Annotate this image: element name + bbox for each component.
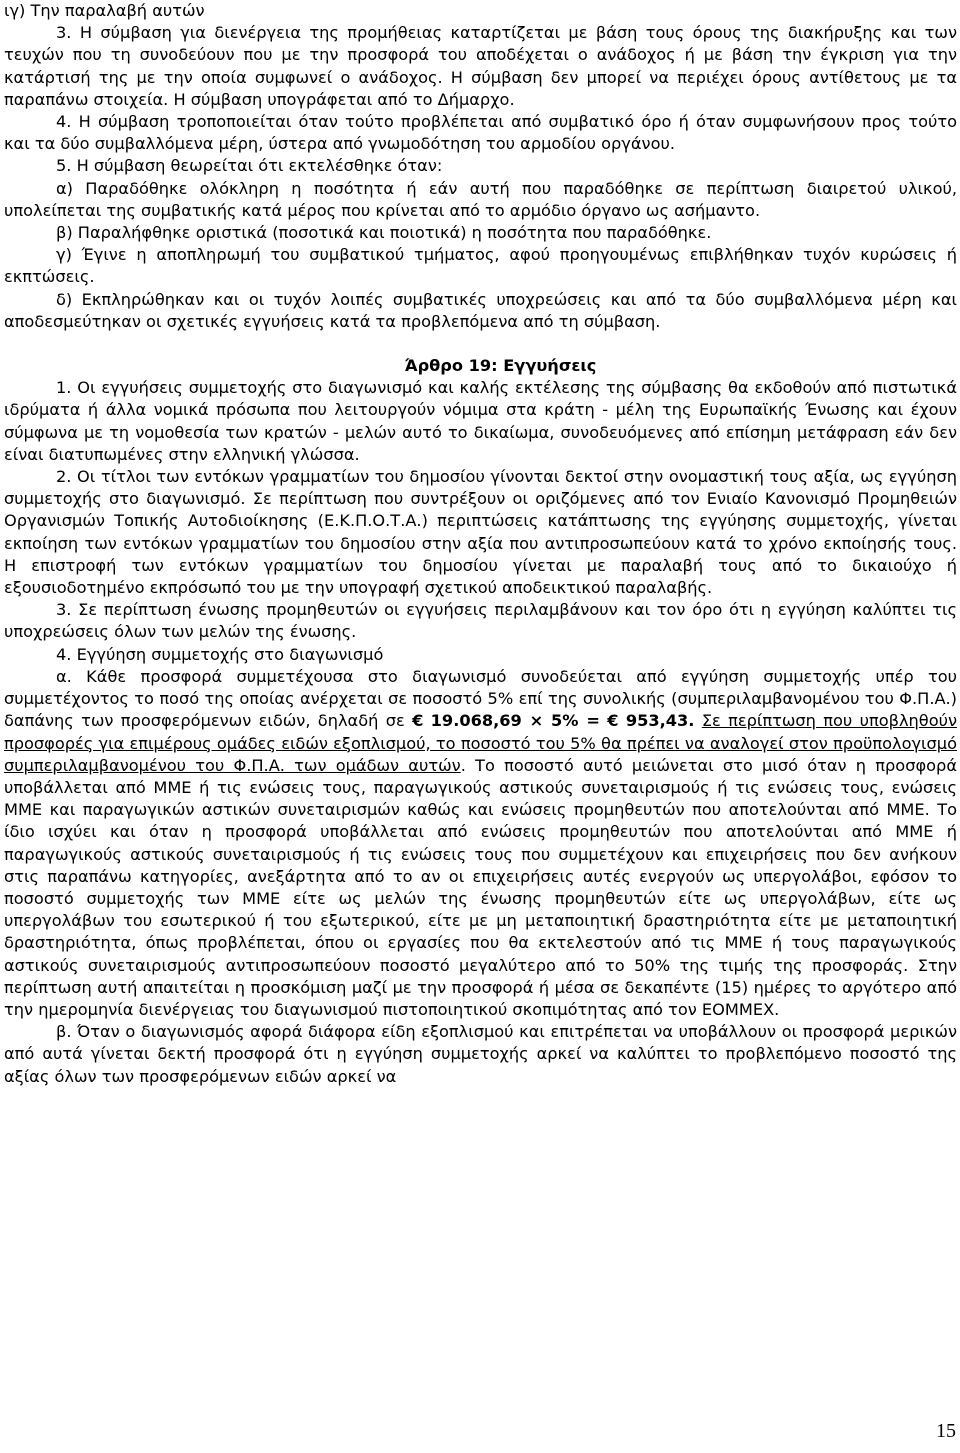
euro-symbol: €: [607, 711, 619, 731]
guarantee-calc: 19.068,69 × 5% =: [430, 711, 600, 731]
paragraph-5a: α) Παραδόθηκε ολόκληρη η ποσότητα ή εάν αυτή που παραδόθηκε σε περίπτωση διαιρετού υλικού, υπολείπεται της συμβατικής κατά μέρος που κρίνεται από το αρμόδιο όργανο ως ασήμαντο.: [4, 178, 957, 220]
paragraph-3: 3. Η σύμβαση για διενέργεια της προμήθειας καταρτίζεται με βάση τους όρους της διακήρυξης και των τευχών που τη συνοδεύουν που με την προσφορά του αποδέχεται ο ανάδοχος ή με βάση την έγκριση για την κατάρτισή της με την οποία συμφωνεί ο ανάδοχος. Η σύμβαση δεν μπορεί να περιέχει όρους αντίθετους με τα παραπάνω στοιχεία. Η σύμβαση υπογράφεται από το Δήμαρχο.: [4, 23, 957, 109]
guarantee-calc-result: 953,43.: [625, 711, 695, 731]
guarantee-paragraph-4b: β. Όταν ο διαγωνισμός αφορά διάφορα είδη εξοπλισμού και επιτρέπεται να υποβάλλουν οι προσφορά μερικών από αυτά γίνεται δεκτή προσφορά ότι η εγγύηση συμμετοχής αρκεί να καλύπτει το προβλεπόμενο ποσοστό της αξίας όλων των προσφερόμενων ειδών αρκεί να: [4, 1022, 957, 1086]
section-heading: Άρθρο 19: Εγγυήσεις: [404, 356, 597, 376]
paragraph-4: 4. Η σύμβαση τροποποιείται όταν τούτο προβλέπεται από συμβατικό όρο ή όταν συμφωνήσουν προς τούτο και τα δύο συμβαλλόμενα μέρη, ύστερα από γνωμοδότηση του αρμοδίου οργάνου.: [4, 112, 957, 154]
guarantee-paragraph-1: 1. Οι εγγυήσεις συμμετοχής στο διαγωνισμό και καλής εκτέλεσης της σύμβασης θα εκδοθούν από πιστωτικά ιδρύματα ή άλλα νομικά πρόσωπα που λειτουργούν νόμιμα στα κράτη - μέλη της Ευρωπαϊκής Ένωσης και έχουν σύμφωνα με τη νομοθεσία των κρατών - μελών αυτό το δικαίωμα, συνοδευόμενες από επίσημη μετάφραση εάν δεν είναι διατυπωμένες στην ελληνική γλώσσα.: [4, 378, 957, 464]
list-item-ig: ιγ) Την παραλαβή αυτών: [4, 1, 205, 20]
euro-symbol: €: [412, 711, 424, 731]
page-number: 15: [936, 1420, 956, 1442]
paragraph-5: 5. Η σύμβαση θεωρείται ότι εκτελέσθηκε όταν:: [56, 156, 443, 176]
guarantee-paragraph-4: 4. Εγγύηση συμμετοχής στο διαγωνισμό: [56, 644, 384, 664]
guarantee-paragraph-3: 3. Σε περίπτωση ένωσης προμηθευτών οι εγγυήσεις περιλαμβάνουν και τον όρο ότι η εγγύηση καλύπτει τις υποχρεώσεις όλων των μελών της ένωσης.: [4, 600, 957, 642]
paragraph-5b: β) Παραλήφθηκε οριστικά (ποσοτικά και ποιοτικά) η ποσότητα που παραδόθηκε.: [56, 223, 712, 243]
paragraph-5d: δ) Εκπληρώθηκαν και οι τυχόν λοιπές συμβατικές υποχρεώσεις και από τα δύο συμβαλλόμενα μέρη και αποδεσμεύτηκαν οι σχετικές εγγυήσεις κατά τα προβλεπόμενα από τη σύμβαση.: [4, 289, 957, 331]
guarantee-4a-text: α. Κάθε προσφορά συμμετέχουσα στο διαγωνισμό συνοδεύεται από εγγύηση συμμετοχής υπέρ του συμμετέχοντος το ποσό της οποίας ανέρχεται σε ποσοστό 5% επί της συνολικής (συμπεριλαμβανομένου του Φ.Π.Α.) δαπάνης των προσφερόμενων ειδών, δηλαδή σε: [4, 666, 957, 731]
underlined-clause: Σε περίπτωση που υποβληθούν προσφορές για επιμέρους ομάδες ειδών εξοπλισμού, το ποσοστό του 5% θα πρέπει να αναλογεί στον προϋπολογισμό συμπεριλαμβανομένου του Φ.Π.Α. των ομάδων αυτών: [4, 711, 958, 775]
guarantee-paragraph-2: 2. Οι τίτλοι των εντόκων γραμματίων του δημοσίου γίνονται δεκτοί στην ονομαστική τους αξία, ως εγγύηση συμμετοχής στο διαγωνισμό. Σε περίπτωση που συντρέξουν οι οριζόμενες από τον Ενιαίο Κανονισμό Προμηθειών Οργανισμών Τοπικής Αυτοδιοίκησης (Ε.Κ.Π.Ο.Τ.Α.) περιπτώσεις κατάπτωσης της εγγύησης συμμετοχής, γίνεται εκποίηση των εντόκων γραμματίων του δημοσίου στην αξία που αντιπροσωπεύουν κατά το χρόνο εκποίησής τους. Η επιστροφή των εντόκων γραμματίων του δημοσίου γίνεται με παραλαβή τους από το δικαιούχο ή εξουσιοδοτημένο εκπρόσωπό του με την υπογραφή σχετικού αποδεικτικού παραλαβής.: [4, 467, 957, 598]
guarantee-paragraph-4a: [4, 666, 957, 1021]
document-page: [4, 0, 957, 1088]
paragraph-5c: γ) Έγινε η αποπληρωμή του συμβατικού τμήματος, αφού προηγουμένως επιβλήθηκαν τυχόν κυρώσεις ή εκπτώσεις.: [4, 245, 957, 287]
section-spacer: [4, 333, 957, 355]
guarantee-4a-rest: . Το ποσοστό αυτό μειώνεται στο μισό όταν η προσφορά υποβάλλεται από ΜΜΕ ή τις ενώσεις τους, παραγωγικούς αστικούς συνεταιρισμούς ή τις ενώσεις τους, ενώσεις ΜΜΕ και παραγωγικών αστικών συνεταιρισμών καθώς και ενώσεις προμηθευτών που αποτελούνται από ΜΜΕ. Το ίδιο ισχύει και όταν η προσφορά υποβάλλεται από ενώσεις προμηθευτών που αποτελούνται από ΜΜΕ ή παραγωγικούς αστικούς συνεταιρισμούς ή τις ενώσεις τους που συμμετέχουν και επιχειρήσεις που δεν ανήκουν στις παραπάνω κατηγορίες, ανεξάρτητα από το αν οι επιχειρήσεις αυτές ενεργούν ως υπεργολάβοι, εφόσον το ποσοστό συμμετοχής των ΜΜΕ είτε ως μελών της ένωσης προμηθευτών είτε ως υπεργολάβων, είτε ως υπεργολάβων του εσωτερικού ή του εξωτερικού, είτε με μη μεταποιητική δραστηριότητα είτε με μεταποιητική δραστηριότητα, όπως προβλέπεται, όπου οι εργασίες που θα εκτελεστούν από τις ΜΜΕ ή τους παραγωγικούς αστικούς συνεταιρισμούς αντιπροσωπεύουν ποσοστό μεγαλύτερο από το 50% της τιμής της προσφοράς. Στην περίπτωση αυτή απαιτείται η προσκόμιση μαζί με την προσφορά ή μέσα σε δεκαπέντε (15) ημέρες το αργότερο από την ημερομηνία διενέργειας του διαγωνισμού πιστοποιητικού σκοπιμότητας από τον ΕΟΜΜΕΧ.: [4, 755, 957, 1019]
